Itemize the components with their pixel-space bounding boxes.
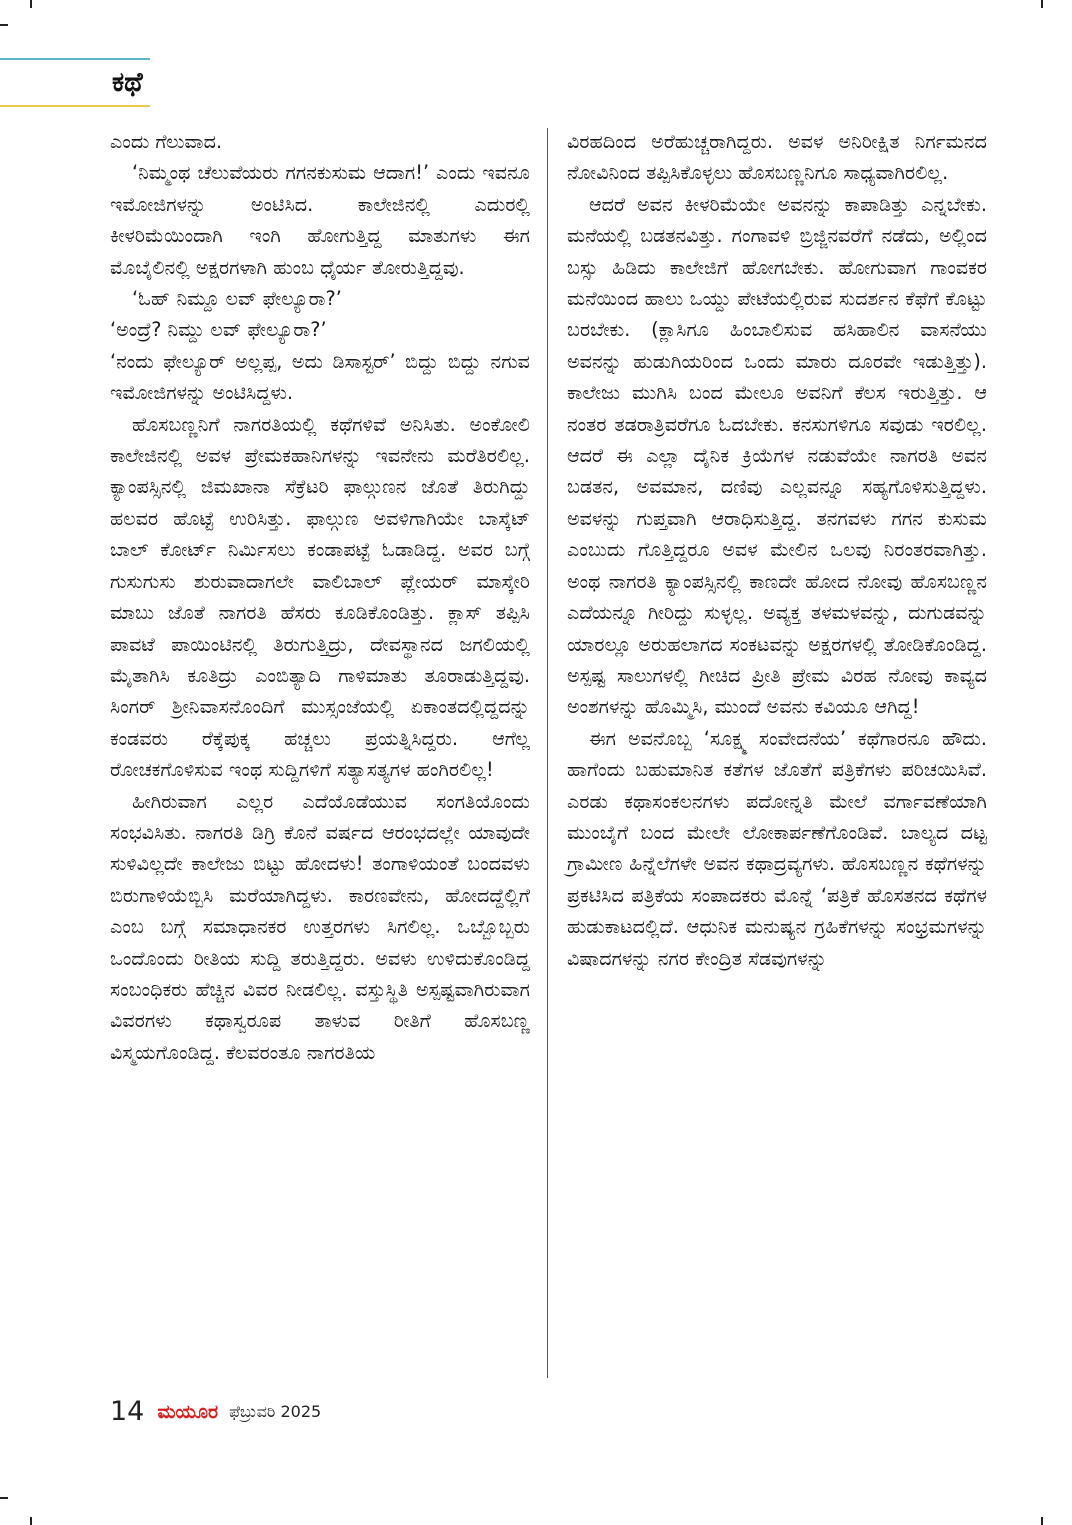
crop-mark-left-top: [0, 24, 8, 26]
paragraph: ‘ನಂದು ಫೇಲ್ಯೂರ್ ಅಲ್ಲಪ್ಪ, ಅದು ಡಿಸಾಸ್ಟರ್’ ಬಿದ್ದು ಬಿದ್ದು ನಗುವ ಇಮೋಜಿಗಳನ್ನು ಅಂಟಿಸಿದ್ದಳು.: [110, 349, 530, 405]
paragraph: ಹೀಗಿರುವಾಗ ಎಲ್ಲರ ಎದೆಯೊಡೆಯುವ ಸಂಗತಿಯೊಂದು ಸಂಭವಿಸಿತು. ನಾಗರತಿ ಡಿಗ್ರಿ ಕೊನೆ ವರ್ಷದ ಆರಂಭದಲ್ಲೇ ಯಾವುದೇ ಸುಳಿವಿಲ್ಲದೇ ಕಾಲೇಜು ಬಿಟ್ಟು ಹೋದಳು! ತಂಗಾಳಿಯಂತೆ ಬಂದವಳು ಬಿರುಗಾಳಿಯೆಬ್ಬಿಸಿ ಮರೆಯಾಗಿದ್ದಳು. ಕಾರಣವೇನು, ಹೋದದ್ದೆಲ್ಲಿಗೆ ಎಂಬ ಬಗ್ಗೆ ಸಮಾಧಾನಕರ ಉತ್ತರಗಳು ಸಿಗಲಿಲ್ಲ. ಒಬ್ಬೊಬ್ಬರು ಒಂದೊಂದು ರೀತಿಯ ಸುದ್ದಿ ತರುತ್ತಿದ್ದರು. ಅವಳು ಉಳಿದುಕೊಂಡಿದ್ದ ಸಂಬಂಧಿಕರು ಹೆಚ್ಚಿನ ವಿವರ ನೀಡಲಿಲ್ಲ. ವಸ್ತುಸ್ಥಿತಿ ಅಸ್ಪಷ್ಟವಾಗಿರುವಾಗ ವಿವರಗಳು ಕಥಾಸ್ವರೂಪ ತಾಳುವ ರೀತಿಗೆ ಹೊಸಬಣ್ಣ ವಿಸ್ಮಯಗೊಂಡಿದ್ದ. ಕೆಲವರಂತೂ ನಾಗರತಿಯ: [110, 789, 530, 1064]
crop-mark-left-bottom: [0, 1497, 8, 1499]
left-column: [110, 126, 530, 1068]
header-rule-top: [0, 58, 150, 60]
paragraph: ಎಂದು ಗೆಲುವಾದ.: [110, 130, 223, 153]
header-rule-bottom: [0, 105, 150, 107]
magazine-logo: ಮಯೂರ: [157, 1401, 219, 1423]
right-column: [567, 126, 987, 974]
paragraph: ‘ನಿಮ್ಮಂಥ ಚೆಲುವೆಯರು ಗಗನಕುಸುಮ ಆದಾಗ!’ ಎಂದು ಇವನೂ ಇಮೋಜಿಗಳನ್ನು ಅಂಟಿಸಿದ. ಕಾಲೇಜಿನಲ್ಲಿ ಎದುರಲ್ಲಿ ಕೀಳರಿಮೆಯಿಂದಾಗಿ ಇಂಗಿ ಹೋಗುತ್ತಿದ್ದ ಮಾತುಗಳು ಈಗ ಮೊಬೈಲಿನಲ್ಲಿ ಅಕ್ಷರಗಳಾಗಿ ಹುಂಬ ಧೈರ್ಯ ತೋರುತ್ತಿದ್ದವು.: [110, 161, 530, 279]
page-number: 14: [110, 1396, 145, 1427]
section-header: [0, 58, 150, 108]
crop-mark-bottom-right: [1041, 1517, 1043, 1525]
section-title: ಕಥೆ: [112, 67, 143, 98]
paragraph: ಹೊಸಬಣ್ಣನಿಗೆ ನಾಗರತಿಯಲ್ಲಿ ಕಥೆಗಳಿವೆ ಅನಿಸಿತು. ಅಂಕೋಲಿ ಕಾಲೇಜಿನಲ್ಲಿ ಅವಳ ಪ್ರೇಮಕಹಾನಿಗಳನ್ನು ಇವನೇನು ಮರೆತಿರಲಿಲ್ಲ. ಕ್ಯಾಂಪಸ್ಸಿನಲ್ಲಿ ಜಿಮಖಾನಾ ಸೆಕ್ರೆಟರಿ ಫಾಲ್ಗುಣನ ಜೊತೆ ತಿರುಗಿದ್ದು ಹಲವರ ಹೊಟ್ಟೆ ಉರಿಸಿತ್ತು. ಫಾಲ್ಗುಣ ಅವಳಿಗಾಗಿಯೇ ಬಾಸ್ಕೆಟ್ ಬಾಲ್ ಕೋರ್ಟ್ ನಿರ್ಮಿಸಲು ಕಂಡಾಪಟ್ಟೆ ಓಡಾಡಿದ್ದ. ಅವರ ಬಗ್ಗೆ ಗುಸುಗುಸು ಶುರುವಾದಾಗಲೇ ವಾಲಿಬಾಲ್ ಪ್ಲೇಯರ್ ಮಾಸ್ಕೇರಿ ಮಾಬು ಜೊತೆ ನಾಗರತಿ ಹೆಸರು ಕೂಡಿಕೊಂಡಿತ್ತು. ಕ್ಲಾಸ್ ತಪ್ಪಿಸಿ ಪಾವಟೆ ಪಾಯಿಂಟಿನಲ್ಲಿ ತಿರುಗುತ್ತಿದ್ರು, ದೇವಸ್ಥಾನದ ಜಗಲಿಯಲ್ಲಿ ಮೈತಾಗಿಸಿ ಕೂತಿದ್ರು ಎಂಬಿತ್ಯಾದಿ ಗಾಳಿಮಾತು ತೂರಾಡುತ್ತಿದ್ದವು. ಸಿಂಗರ್ ಶ್ರೀನಿವಾಸನೊಂದಿಗೆ ಮುಸ್ಸಂಜೆಯಲ್ಲಿ ಏಕಾಂತದಲ್ಲಿದ್ದದನ್ನು ಕಂಡವರು ರೆಕ್ಕೆಪುಕ್ಕ ಹಚ್ಚಲು ಪ್ರಯತ್ನಿಸಿದ್ದರು. ಆಗೆಲ್ಲ ರೋಚಕಗೊಳಿಸುವ ಇಂಥ ಸುದ್ದಿಗಳಿಗೆ ಸತ್ಯಾಸತ್ಯಗಳ ಹಂಗಿರಲಿಲ್ಲ!: [110, 412, 530, 782]
paragraph: ಈಗ ಅವನೊಬ್ಬ ‘ಸೂಕ್ಷ್ಮ ಸಂವೇದನೆಯ’ ಕಥೆಗಾರನೂ ಹೌದು. ಹಾಗೆಂದು ಬಹುಮಾನಿತ ಕತೆಗಳ ಜೊತೆಗೆ ಪತ್ರಿಕೆಗಳು ಪರಿಚಯಿಸಿವೆ. ಎರಡು ಕಥಾಸಂಕಲನಗಳು ಪದೋನ್ನತಿ ಮೇಲೆ ವರ್ಗಾವಣೆಯಾಗಿ ಮುಂಬೈಗೆ ಬಂದ ಮೇಲೇ ಲೋಕಾರ್ಪಣೆಗೊಂಡಿವೆ. ಬಾಲ್ಯದ ದಟ್ಟ ಗ್ರಾಮೀಣ ಹಿನ್ನೆಲೆಗಳೇ ಅವನ ಕಥಾದ್ರವ್ಯಗಳು. ಹೊಸಬಣ್ಣನ ಕಥೆಗಳನ್ನು ಪ್ರಕಟಿಸಿದ ಪತ್ರಿಕೆಯ ಸಂಪಾದಕರು ಮೊನ್ನೆ ‘ಪತ್ರಿಕೆ ಹೊಸತನದ ಕಥೆಗಳ ಹುಡುಕಾಟದಲ್ಲಿದೆ. ಆಧುನಿಕ ಮನುಷ್ಯನ ಗ್ರಹಿಕೆಗಳನ್ನು ಸಂಭ್ರಮಗಳನ್ನು ವಿಷಾದಗಳನ್ನು ನಗರ ಕೇಂದ್ರಿತ ಸೆಡವುಗಳನ್ನು: [567, 726, 987, 970]
crop-mark-top-right: [1041, 0, 1043, 8]
issue-date: ಫೆಬ್ರುವರಿ 2025: [229, 1402, 322, 1421]
page-footer: [110, 1394, 321, 1430]
paragraph: ವಿರಹದಿಂದ ಅರೆಹುಚ್ಚರಾಗಿದ್ದರು. ಅವಳ ಅನಿರೀಕ್ಷಿತ ನಿರ್ಗಮನದ ನೋವಿನಿಂದ ತಪ್ಪಿಸಿಕೊಳ್ಳಲು ಹೊಸಬಣ್ಣನಿಗೂ ಸಾಧ್ಯವಾಗಿರಲಿಲ್ಲ.: [567, 130, 987, 185]
crop-mark-top-left: [30, 0, 32, 8]
column-divider: [547, 128, 548, 1378]
paragraph: ಆದರೆ ಅವನ ಕೀಳರಿಮೆಯೇ ಅವನನ್ನು ಕಾಪಾಡಿತ್ತು ಎನ್ನಬೇಕು. ಮನೆಯಲ್ಲಿ ಬಡತನವಿತ್ತು. ಗಂಗಾವಳಿ ಬ್ರಿಜ್ಜಿನವರೆಗೆ ನಡೆದು, ಅಲ್ಲಿಂದ ಬಸ್ಸು ಹಿಡಿದು ಕಾಲೇಜಿಗೆ ಹೋಗಬೇಕು. ಹೋಗುವಾಗ ಗಾಂವಕರ ಮನೆಯಿಂದ ಹಾಲು ಒಯ್ದು ಪೇಟೆಯಲ್ಲಿರುವ ಸುದರ್ಶನ ಕೆಫೆಗೆ ಕೊಟ್ಟು ಬರಬೇಕು. (ಕ್ಲಾಸಿಗೂ ಹಿಂಬಾಲಿಸುವ ಹಸಿಹಾಲಿನ ವಾಸನೆಯು ಅವನನ್ನು ಹುಡುಗಿಯರಿಂದ ಒಂದು ಮಾರು ದೂರವೇ ಇಡುತ್ತಿತ್ತು). ಕಾಲೇಜು ಮುಗಿಸಿ ಬಂದ ಮೇಲೂ ಅವನಿಗೆ ಕೆಲಸ ಇರುತ್ತಿತ್ತು. ಆ ನಂತರ ತಡರಾತ್ರಿವರೆಗೂ ಓದಬೇಕು. ಕನಸುಗಳಿಗೂ ಸವುಡು ಇರಲಿಲ್ಲ. ಆದರೆ ಈ ಎಲ್ಲಾ ದೈನಿಕ ಕ್ರಿಯೆಗಳ ನಡುವೆಯೇ ನಾಗರತಿ ಅವನ ಬಡತನ, ಅವಮಾನ, ದಣಿವು ಎಲ್ಲವನ್ನೂ ಸಹ್ಯಗೊಳಿಸುತ್ತಿದ್ದಳು. ಅವಳನ್ನು ಗುಪ್ತವಾಗಿ ಆರಾಧಿಸುತ್ತಿದ್ದ. ತನಗವಳು ಗಗನ ಕುಸುಮ ಎಂಬುದು ಗೊತ್ತಿದ್ದರೂ ಅವಳ ಮೇಲಿನ ಒಲವು ನಿರಂತರವಾಗಿತ್ತು. ಅಂಥ ನಾಗರತಿ ಕ್ಯಾಂಪಸ್ಸಿನಲ್ಲಿ ಕಾಣದೇ ಹೋದ ನೋವು ಹೊಸಬಣ್ಣನ ಎದೆಯನ್ನೂ ಗೀರಿದ್ದು ಸುಳ್ಳಲ್ಲ. ಅವ್ಯಕ್ತ ತಳಮಳವನ್ನು, ದುಗುಡವನ್ನು ಯಾರಲ್ಲೂ ಅರುಹಲಾಗದ ಸಂಕಟವನ್ನು ಅಕ್ಷರಗಳಲ್ಲಿ ತೋಡಿಕೊಂಡಿದ್ದ. ಅಸ್ಪಷ್ಟ ಸಾಲುಗಳಲ್ಲಿ ಗೀಚಿದ ಪ್ರೀತಿ ಪ್ರೇಮ ವಿರಹ ನೋವು ಕಾವ್ಯದ ಅಂಶಗಳನ್ನು ಹೊಮ್ಮಿಸಿ, ಮುಂದೆ ಅವನು ಕವಿಯೂ ಆಗಿದ್ದ!: [567, 192, 987, 719]
paragraph: ‘ಅಂದ್ರೆ? ನಿಮ್ದು ಲವ್ ಫೇಲ್ಯೂರಾ?’: [110, 318, 327, 342]
crop-mark-bottom-left: [30, 1517, 32, 1525]
paragraph: ‘ಓಹ್ ನಿಮ್ದೂ ಲವ್ ಫೇಲ್ಯೂರಾ?’: [132, 287, 342, 311]
